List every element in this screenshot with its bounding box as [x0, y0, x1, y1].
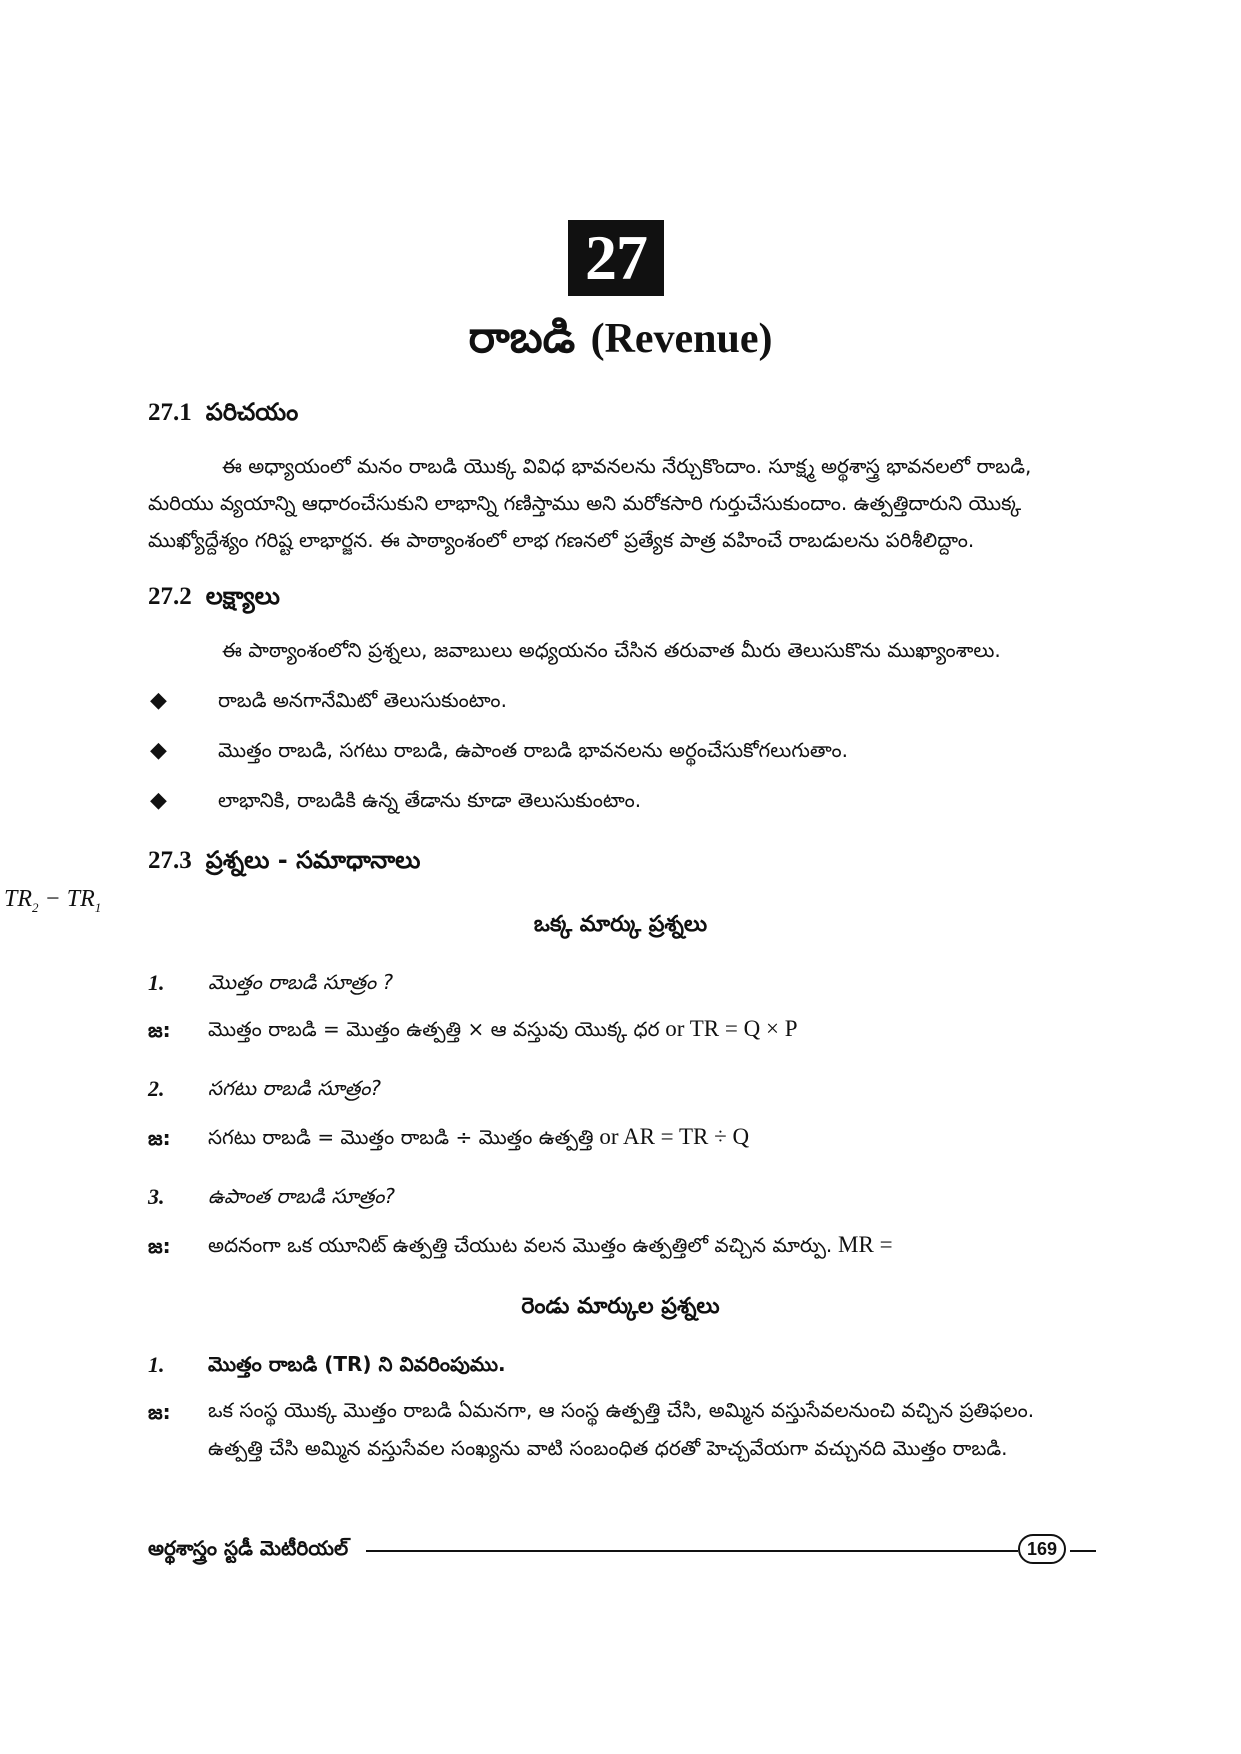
section-number: 27.3: [148, 847, 192, 874]
section-title: ప్రశ్నలు - సమాధానాలు: [205, 846, 421, 874]
chapter-title: [0, 312, 1241, 374]
answer-label: జ:: [148, 1126, 171, 1150]
page-number: 169: [1026, 1538, 1058, 1559]
question-number: 1.: [148, 970, 165, 995]
section-heading-qa: [148, 846, 421, 880]
objective-item: లాభానికి, రాబడికి ఉన్న తేడాను కూడా తెలుసుకుంటాం.: [218, 788, 642, 812]
section-number: 27.2: [148, 583, 192, 610]
question-number: 1.: [148, 1352, 165, 1377]
answer-label: జ:: [148, 1400, 171, 1424]
two-mark-heading: రెండు మార్కుల ప్రశ్నలు: [521, 1294, 720, 1319]
diamond-bullet-icon: ◆: [150, 738, 167, 763]
answer-line-2: ఉత్పత్తి చేసి అమ్మిన వస్తుసేవల సంఖ్యను వాటి సంబంధిత ధరతో హెచ్చవేయగా వచ్చునది మొత్తం రాబడి.: [208, 1436, 1008, 1460]
one-mark-heading: ఒక్క మార్కు ప్రశ్నలు: [533, 912, 708, 937]
answer-text: అదనంగా ఒక యూనిట్ ఉత్పత్తి చేయుట వలన మొత్తం ఉత్పత్తిలో వచ్చిన మార్పు. MR =: [208, 1232, 893, 1257]
answer-label: జ:: [148, 1018, 171, 1042]
objectives-lead: ఈ పాఠ్యాంశంలోని ప్రశ్నలు, జవాబులు అధ్యయనం చేసిన తరువాత మీరు తెలుసుకొను ముఖ్యాంశాలు.: [222, 638, 1001, 662]
chapter-title-english: (Revenue): [590, 316, 773, 362]
margin-formula-mr: $TR_2 - TR_1$: [4, 886, 102, 915]
question-text: మొత్తం రాబడి (TR) ని వివరింపుము.: [208, 1352, 506, 1376]
section-title: లక్ష్యాలు: [205, 582, 280, 610]
answer-line-1: ఒక సంస్థ యొక్క మొత్తం రాబడి ఏమనగా, ఆ సంస్థ ఉత్పత్తి చేసి, అమ్మిన వస్తుసేవలనుంచి వచ్చిన ప్రతిఫలం.: [208, 1398, 1035, 1422]
footer-book-title: అర్థశాస్త్రం స్టడీ మెటీరియల్: [148, 1536, 349, 1560]
chapter-number: 27: [585, 222, 647, 293]
answer-text: సగటు రాబడి = మొత్తం రాబడి ÷ మొత్తం ఉత్పత్తి or AR = TR ÷ Q: [208, 1124, 750, 1149]
diamond-bullet-icon: ◆: [150, 688, 167, 713]
section-heading-objectives: [148, 582, 280, 616]
chapter-title-telugu: రాబడి: [468, 312, 576, 363]
intro-line-2: మరియు వ్యయాన్ని ఆధారంచేసుకుని లాభాన్ని గణిస్తాము అని మరోకసారి గుర్తుచేసుకుందాం. ఉత్పత్తిదారుని యొక్క: [148, 491, 1022, 515]
objective-item: మొత్తం రాబడి, సగటు రాబడి, ఉపాంత రాబడి భావనలను అర్థంచేసుకోగలుగుతాం.: [218, 738, 849, 762]
answer-text: మొత్తం రాబడి = మొత్తం ఉత్పత్తి × ఆ వస్తువు యొక్క ధర or TR = Q × P: [208, 1016, 798, 1041]
intro-line-1: ఈ అధ్యాయంలో మనం రాబడి యొక్క వివిధ భావనలను నేర్చుకొందాం. సూక్ష్మ అర్థశాస్త్ర భావనలలో రాబడి,: [222, 454, 1032, 478]
question-text: మొత్తం రాబడి సూత్రం ?: [208, 970, 394, 994]
question-number: 3.: [148, 1184, 165, 1209]
page-number-badge: [1018, 1534, 1066, 1564]
question-number: 2.: [148, 1076, 165, 1101]
section-number: 27.1: [148, 399, 192, 426]
chapter-number-box: [568, 220, 664, 296]
diamond-bullet-icon: ◆: [150, 788, 167, 813]
intro-line-3: ముఖ్యోద్దేశ్యం గరిష్ట లాభార్జన. ఈ పాఠ్యాంశంలో లాభ గణనలో ప్రత్యేక పాత్ర వహించే రాబడులను పరిశీలిద్దాం.: [148, 528, 975, 552]
footer-rule: [366, 1550, 1018, 1552]
footer-rule-end: [1070, 1550, 1096, 1552]
section-heading-intro: [148, 398, 298, 432]
section-title: పరిచయం: [205, 398, 299, 426]
question-text: సగటు రాబడి సూత్రం?: [208, 1076, 382, 1100]
objective-item: రాబడి అనగానేమిటో తెలుసుకుంటాం.: [218, 688, 507, 712]
question-text: ఉపాంత రాబడి సూత్రం?: [208, 1184, 396, 1208]
answer-label: జ:: [148, 1234, 171, 1258]
